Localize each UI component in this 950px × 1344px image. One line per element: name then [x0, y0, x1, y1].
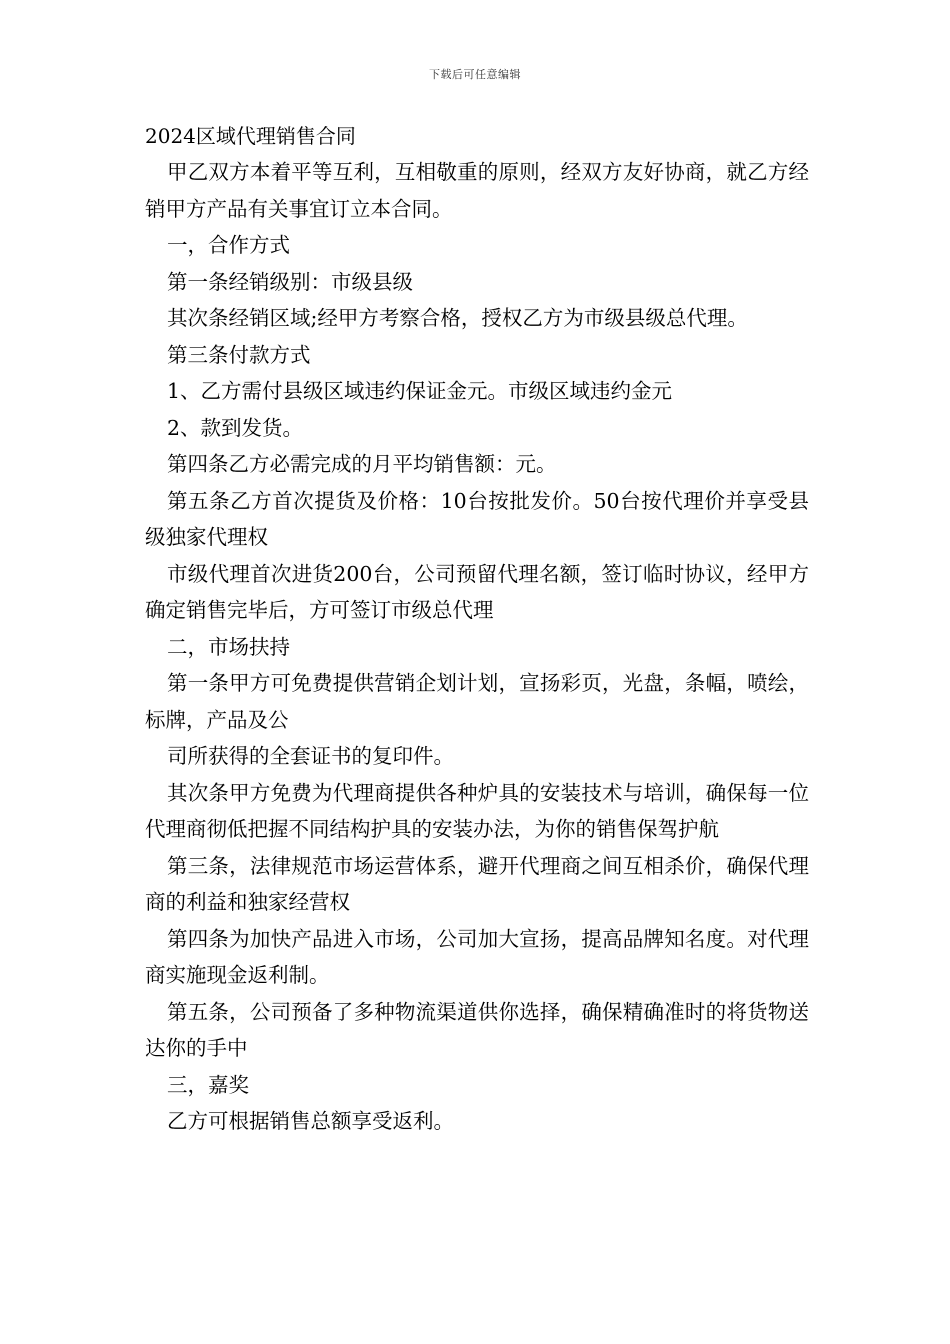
section-heading-market-support: 二，市场扶持: [167, 634, 290, 659]
paragraph-rewards: 乙方可根据销售总额享受返利。: [167, 1109, 454, 1133]
paragraph-article-2: 其次条经销区域;经甲方考察合格，授权乙方为市级县级总代理。: [167, 306, 748, 330]
paragraph-payment-item-1: 1、乙方需付县级区域违约保证金元。市级区域违约金元: [167, 379, 673, 403]
document-body: [145, 118, 809, 1140]
section-heading-cooperation: 一，合作方式: [167, 233, 290, 257]
section-heading-rewards: 三，嘉奖: [167, 1072, 249, 1097]
paragraph-city-agent: 市级代理首次进货200台，公司预留代理名额，签订临时协议，经甲方确定销售完毕后，方可签订市级总代理: [145, 561, 809, 622]
paragraph-article-3: 第三条付款方式: [167, 342, 311, 367]
paragraph-article-5: 第五条乙方首次提货及价格：10台按批发价。50台按代理价并享受县级独家代理权: [145, 488, 809, 549]
paragraph-intro: 甲乙双方本着平等互利，互相敬重的原则，经双方友好协商，就乙方经销甲方产品有关事宜订立本合同。: [145, 160, 809, 221]
header-note: 下载后可任意编辑: [429, 68, 521, 81]
paragraph-article-1: 第一条经销级别：市级县级: [167, 269, 413, 294]
paragraph-support-article-3: 第三条，法律规范市场运营体系，避开代理商之间互相杀价，确保代理商的利益和独家经营权: [145, 853, 809, 914]
paragraph-support-article-1: 第一条甲方可免费提供营销企划计划，宣扬彩页，光盘，条幅，喷绘，标牌，产品及公: [145, 671, 809, 732]
paragraph-article-4: 第四条乙方必需完成的月平均销售额：元。: [167, 452, 557, 476]
paragraph-support-article-2: 其次条甲方免费为代理商提供各种炉具的安装技术与培训，确保每一位代理商彻低把握不同结构护具的安装办法，为你的销售保驾护航: [145, 780, 809, 841]
paragraph-support-article-4: 第四条为加快产品进入市场，公司加大宣扬，提高品牌知名度。对代理商实施现金返利制。: [145, 926, 809, 987]
paragraph-support-article-1-cont: 司所获得的全套证书的复印件。: [167, 744, 454, 768]
document-title: 2024区域代理销售合同: [145, 124, 356, 148]
paragraph-payment-item-2: 2、款到发货。: [167, 415, 304, 440]
paragraph-support-article-5: 第五条，公司预备了多种物流渠道供你选择，确保精确准时的将货物送达你的手中: [145, 999, 809, 1060]
